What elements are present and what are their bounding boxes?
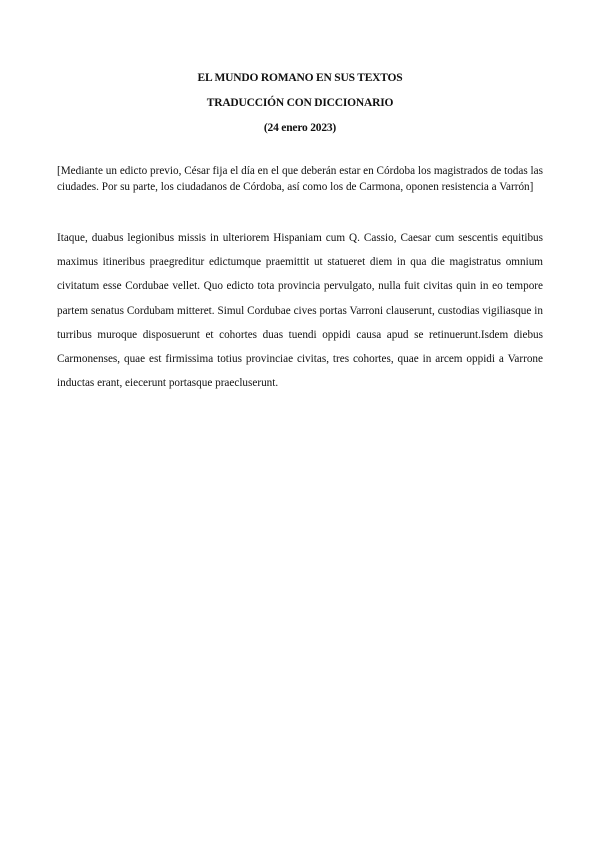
document-title: EL MUNDO ROMANO EN SUS TEXTOS bbox=[197, 72, 403, 84]
latin-text-paragraph: Itaque, duabus legionibus missis in ulteriorem Hispaniam cum Q. Cassio, Caesar cum sescentis equitibus maximus itineribus praegreditur edictumque praemittit ut statueret diem in qua die magistratus omnium civitatum esse Cordubae vellet. Quo edicto tota provincia pervulgato, nulla fuit civitas quin in eo tempore partem senatus Cordubam mitteret. Simul Cordubae cives portas Varroni clauserunt, custodias vigiliasque in turribus muroque disposuerunt et cohortes duas tuendi oppidi causa apud se retinuerunt.Isdem diebus Carmonenses, quae est firmissima totius provinciae civitas, tres cohortes, quae in arcem oppidi a Varrone inductas erant, eiecerunt portasque praecluserunt. bbox=[57, 232, 543, 390]
intro-paragraph: [Mediante un edicto previo, César fija el día en el que deberán estar en Córdoba los magistrados de todas las ciudades. Por su parte, los ciudadanos de Córdoba, así como los de Carmona, oponen resistencia a Varrón] bbox=[57, 165, 543, 193]
document-subtitle: TRADUCCIÓN CON DICCIONARIO bbox=[206, 97, 394, 109]
document-date: (24 enero 2023) bbox=[263, 122, 337, 134]
